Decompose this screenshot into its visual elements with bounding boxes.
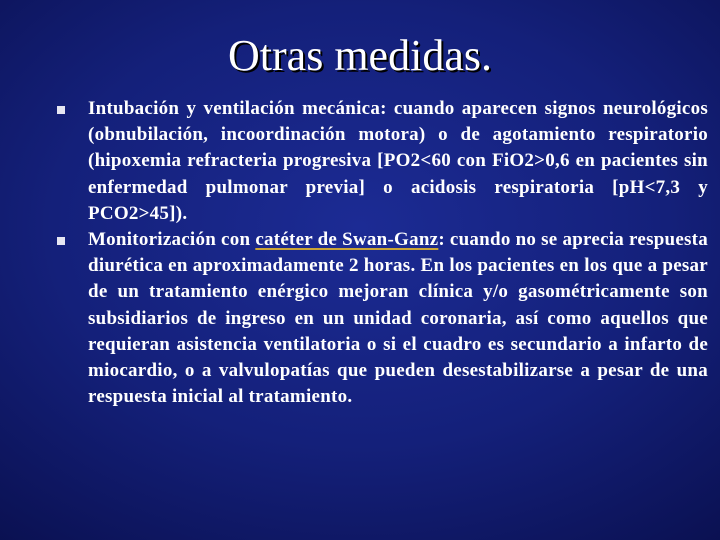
square-bullet-icon: [57, 106, 65, 114]
slide-title: Otras medidas.: [228, 31, 492, 80]
swan-ganz-link[interactable]: catéter de Swan-Ganz: [255, 229, 439, 251]
bullet-text-before-link: Monitorización con: [88, 229, 256, 251]
bullet-item-monitoring: [56, 227, 708, 410]
bullet-text: Intubación y ventilación mecánica: cuando aparecen signos neurológicos (obnubilación, incoordinación motora) o de agotamiento respiratorio (hipoxemia refracteria progresiva [PO2<60 con FiO2>0,6 en pacientes sin enfermedad pulmonar previa] o acidosis respiratoria [pH<7,3 y PCO2>45]).: [88, 98, 708, 224]
bullet-item-intubation: [56, 96, 708, 227]
bullet-list: [56, 96, 708, 410]
square-bullet-icon: [57, 237, 65, 245]
bullet-text-after-link: : cuando no se aprecia respuesta diurética en aproximadamente 2 horas. En los pacientes en los que a pesar de un tratamiento enérgico mejoran clínica y/o gasométricamente son subsidiarios de ingreso en un unidad coronaria, así como aquellos que requieran asistencia ventilatoria o si el cuadro es secundario a infarto de miocardio, o a valvulopatías que pueden desestabilizarse a pesar de una respuesta inicial al tratamiento.: [88, 229, 708, 408]
